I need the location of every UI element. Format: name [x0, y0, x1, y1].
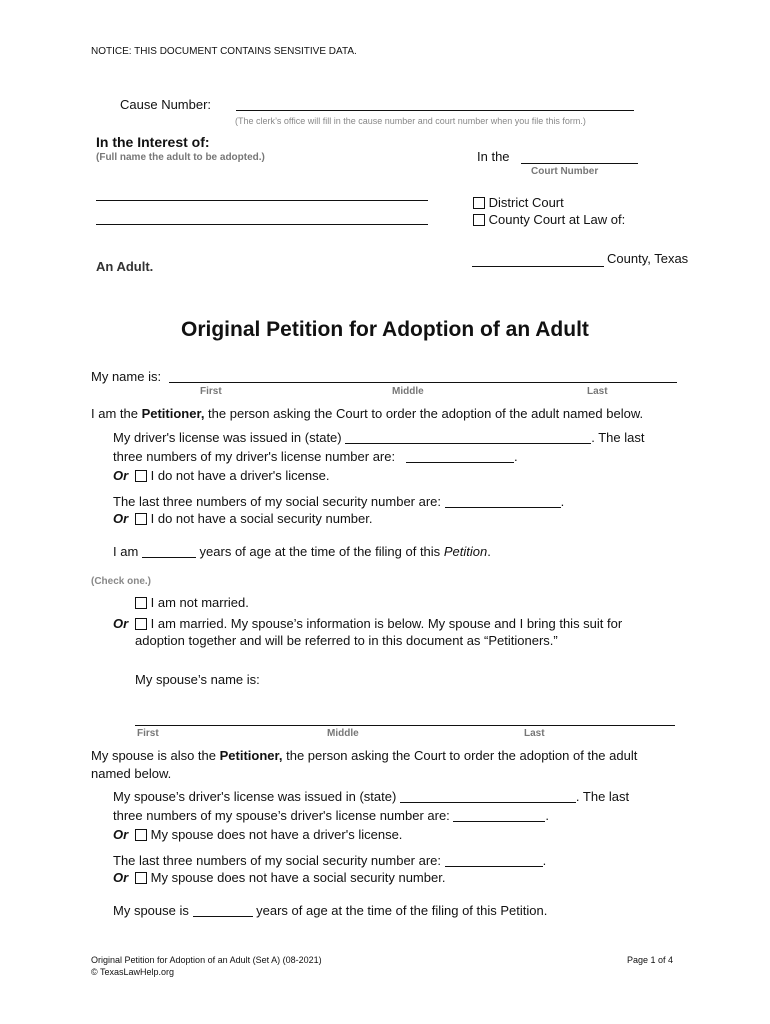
page-title: Original Petition for Adoption of an Adult — [181, 318, 589, 341]
an-adult-label: An Adult. — [96, 259, 154, 274]
cause-number-field[interactable] — [236, 110, 634, 111]
my-name-label: My name is: — [91, 369, 162, 384]
not-married-option[interactable]: I am not married. — [135, 595, 249, 610]
adoptee-name-line-2[interactable] — [96, 224, 428, 225]
license-number-line: three numbers of my driver's license number are: . — [113, 449, 518, 464]
no-ssn-checkbox[interactable] — [135, 513, 147, 525]
footer-page-number: Page 1 of 4 — [627, 955, 674, 965]
age-line: I am years of age at the time of the filing of this Petition. — [113, 544, 491, 559]
sensitive-data-notice: NOTICE: THIS DOCUMENT CONTAINS SENSITIVE DATA. — [91, 46, 357, 57]
court-number-label: Court Number — [531, 166, 599, 177]
check-one-hint: (Check one.) — [91, 576, 152, 587]
spouse-license-state-line: My spouse’s driver's license was issued in (state) . The last — [113, 789, 630, 804]
married-option[interactable]: Or I am married. My spouse’s information is below. My spouse and I bring this suit for — [113, 616, 623, 631]
interest-hint: (Full name the adult to be adopted.) — [96, 152, 265, 163]
license-state-line: My driver's license was issued in (state) . The last — [113, 430, 645, 445]
footer-copyright: © TexasLawHelp.org — [91, 967, 175, 977]
license-last-three-field[interactable] — [406, 450, 514, 463]
license-state-field[interactable] — [345, 431, 591, 444]
not-married-checkbox[interactable] — [135, 597, 147, 609]
married-line-2: adoption together and will be referred to in this document as “Petitioners.” — [135, 633, 558, 648]
county-court-label: County Court at Law of: — [488, 212, 626, 227]
spouse-no-license-option[interactable]: Or My spouse does not have a driver's license. — [113, 827, 403, 842]
married-checkbox[interactable] — [135, 618, 147, 630]
spouse-first-label: First — [137, 728, 159, 739]
no-license-option[interactable]: Or I do not have a driver's license. — [113, 468, 330, 483]
spouse-middle-label: Middle — [327, 728, 359, 739]
county-texas-label: County, Texas — [607, 251, 689, 266]
spouse-license-last-three-field[interactable] — [453, 809, 545, 822]
district-court-checkbox[interactable] — [473, 197, 485, 209]
adoptee-name-line-1[interactable] — [96, 200, 428, 201]
court-number-field[interactable] — [521, 163, 638, 164]
spouse-license-state-field[interactable] — [400, 790, 576, 803]
district-court-option[interactable] — [473, 195, 564, 210]
spouse-age-line: My spouse is years of age at the time of the filing of this Petition. — [113, 903, 548, 918]
spouse-name-field[interactable] — [135, 725, 675, 726]
county-name-field[interactable] — [472, 266, 604, 267]
name-last-label: Last — [587, 386, 608, 397]
name-middle-label: Middle — [392, 386, 424, 397]
spouse-license-number-line: three numbers of my spouse’s driver's license number are: . — [113, 808, 550, 823]
ssn-last-three-field[interactable] — [445, 495, 561, 508]
in-the-label: In the — [477, 149, 510, 164]
spouse-ssn-line: The last three numbers of my social security number are: . — [113, 853, 547, 868]
petitioner-name-field[interactable] — [169, 382, 677, 383]
cause-number-label: Cause Number: — [120, 97, 212, 112]
petitioner-statement: I am the Petitioner, the person asking the Court to order the adoption of the adult named below. — [91, 406, 644, 421]
spouse-petitioner-statement: My spouse is also the Petitioner, the person asking the Court to order the adoption of the adult — [91, 748, 638, 763]
spouse-ssn-last-three-field[interactable] — [445, 854, 543, 867]
ssn-line: The last three numbers of my social security number are: . — [113, 494, 565, 509]
spouse-age-field[interactable] — [193, 904, 253, 917]
age-field[interactable] — [142, 545, 196, 558]
no-ssn-option[interactable]: Or I do not have a social security number. — [113, 511, 373, 526]
county-court-checkbox[interactable] — [473, 214, 485, 226]
district-court-label: District Court — [488, 195, 564, 210]
spouse-no-ssn-option[interactable]: Or My spouse does not have a social security number. — [113, 870, 446, 885]
footer-form-name: Original Petition for Adoption of an Adult (Set A) (08-2021) — [91, 955, 322, 965]
interest-heading: In the Interest of: — [96, 134, 210, 150]
spouse-no-license-checkbox[interactable] — [135, 829, 147, 841]
county-court-option[interactable] — [473, 212, 625, 227]
spouse-name-label: My spouse’s name is: — [135, 672, 260, 687]
cause-number-note: (The clerk’s office will fill in the cause number and court number when you file this form.) — [235, 116, 586, 126]
spouse-last-label: Last — [524, 728, 545, 739]
spouse-petitioner-line-2: named below. — [91, 766, 172, 781]
no-license-checkbox[interactable] — [135, 470, 147, 482]
spouse-no-ssn-checkbox[interactable] — [135, 872, 147, 884]
name-first-label: First — [200, 386, 222, 397]
